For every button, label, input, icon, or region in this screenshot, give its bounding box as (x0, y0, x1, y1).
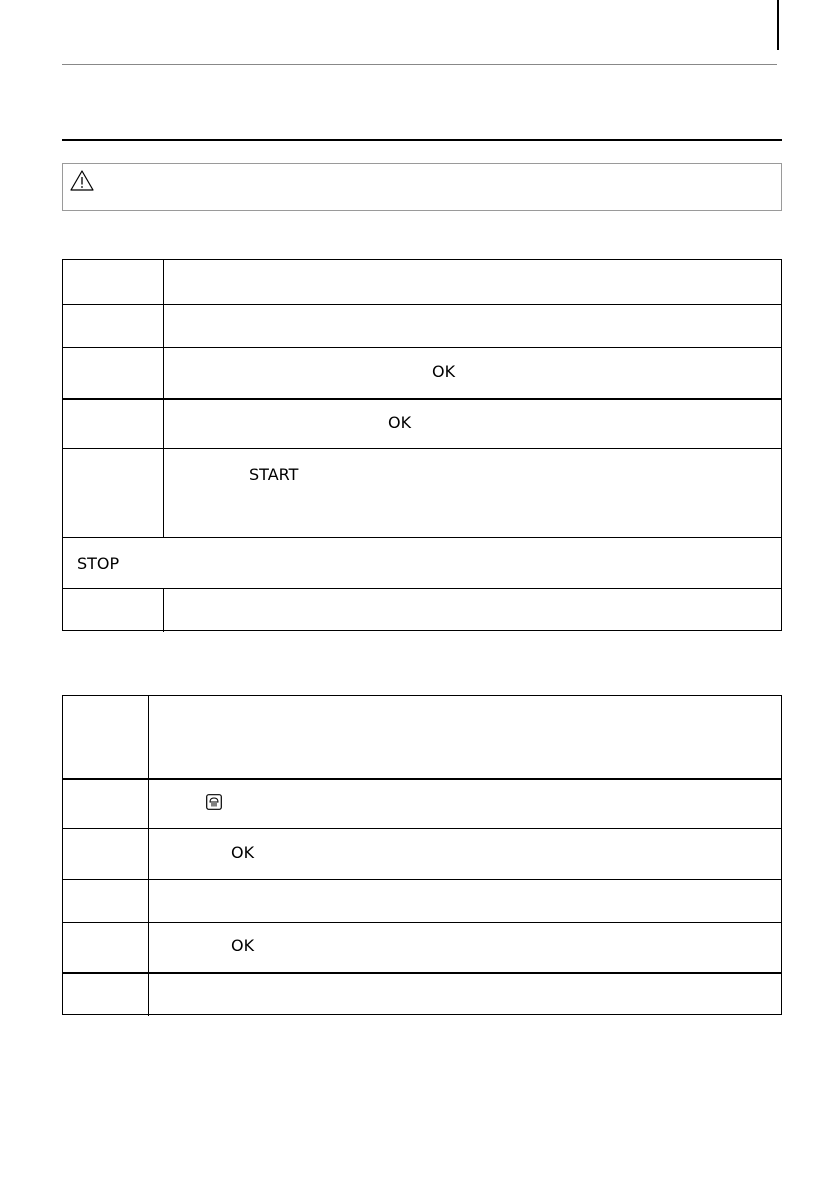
step-number-cell (63, 348, 164, 398)
step-number-cell (63, 829, 149, 879)
table-row (63, 347, 781, 398)
step-number-cell (63, 923, 149, 972)
stop-button-label: STOP (77, 554, 120, 573)
table-row (63, 304, 781, 347)
table-row (63, 828, 781, 879)
step-number-cell (63, 974, 149, 1016)
table-row (63, 922, 781, 972)
table-row (63, 879, 781, 922)
ok-button-label: OK (388, 413, 412, 432)
header-rule (62, 64, 777, 65)
start-button-label: START (249, 465, 299, 484)
section-divider (62, 139, 782, 141)
step-number-cell (63, 880, 149, 922)
steam-clean-icon (206, 794, 222, 810)
table-row (63, 448, 781, 537)
step-number-cell (63, 260, 164, 304)
table-row (63, 537, 781, 588)
ok-button-label: OK (432, 362, 456, 381)
steps-table-1 (62, 259, 782, 631)
table-row (63, 778, 781, 828)
warning-box (62, 163, 782, 211)
step-number-cell (63, 400, 164, 448)
step-number-cell (63, 780, 149, 828)
ok-button-label: OK (231, 936, 255, 955)
step-number-cell (63, 449, 164, 537)
table-row (63, 398, 781, 448)
step-number-cell (63, 589, 164, 632)
table-row (63, 696, 781, 778)
step-number-cell (63, 305, 164, 347)
table-row (63, 972, 781, 1016)
page-corner-mark (777, 0, 779, 50)
step-number-cell (63, 696, 149, 778)
table-row (63, 588, 781, 632)
ok-button-label: OK (231, 843, 255, 862)
steps-table-2 (62, 695, 782, 1015)
table-row (63, 260, 781, 304)
warning-icon (69, 169, 95, 192)
